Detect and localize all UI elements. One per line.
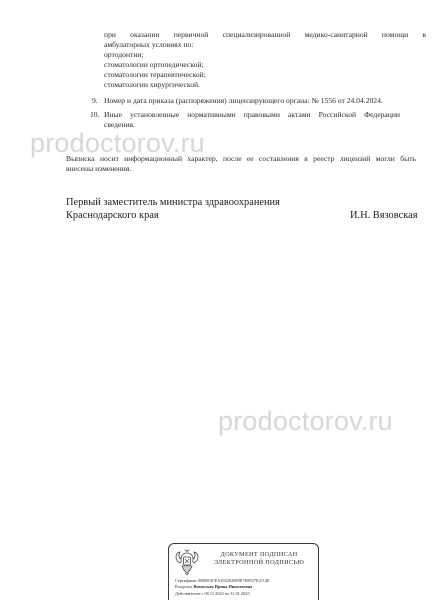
watermark-top: prodoctorov.ru — [30, 128, 205, 158]
electronic-signature-stamp — [168, 543, 319, 600]
note-line1: Выписка носит информационный характер, после ее составления в реестр лицензий могли быть — [66, 154, 416, 163]
specialty-item: стоматологии хирургической. — [104, 80, 200, 89]
item10-line2: сведения. — [104, 120, 135, 129]
signer-position-line2: Краснодарского края — [66, 210, 159, 221]
item9-text: Номер и дата приказа (распоряжения) лицензирующего органа: № 1556 от 24.04.2024. — [104, 96, 383, 105]
watermark-bottom: prodoctorov.ru — [218, 406, 393, 436]
item8-line2: амбулаторных условиях по: — [104, 40, 194, 49]
coat-of-arms-icon — [175, 548, 199, 576]
signer-position-line1: Первый заместитель министра здравоохранения — [66, 197, 280, 208]
specialty-item: стоматологии терапевтической; — [104, 70, 206, 79]
item10-line1: Иные установленные нормативными правовыми актами Российской Федерации — [104, 110, 400, 119]
item9-number: 9. — [92, 96, 98, 105]
stamp-owner-label: Владелец — [175, 584, 193, 589]
stamp-title — [203, 551, 315, 567]
stamp-title-line2: ЭЛЕКТРОННОЙ ПОДПИСЬЮ — [213, 559, 305, 566]
stamp-owner-row — [175, 584, 252, 589]
note-line2: внесены изменения. — [66, 164, 132, 173]
stamp-title-line1: ДОКУМЕНТ ПОДПИСАН — [220, 551, 298, 558]
specialty-item: ортодонтии; — [104, 50, 144, 59]
signer-name: И.Н. Вязовская — [350, 210, 418, 221]
item10-number: 10. — [90, 110, 100, 119]
stamp-owner: Вязовская Ирина Николаевна — [193, 584, 253, 589]
stamp-certificate: Сертификат 00B0F4CEA493202089E7E0F27E2114E — [175, 578, 270, 583]
specialty-item: стоматологии ортопедической; — [104, 60, 204, 69]
stamp-validity: Действителен с 08.11.2023 по 31.01.2025 — [175, 591, 250, 596]
item8-line1: при оказании первичной специализированной медико-санитарной помощи в — [104, 30, 426, 39]
